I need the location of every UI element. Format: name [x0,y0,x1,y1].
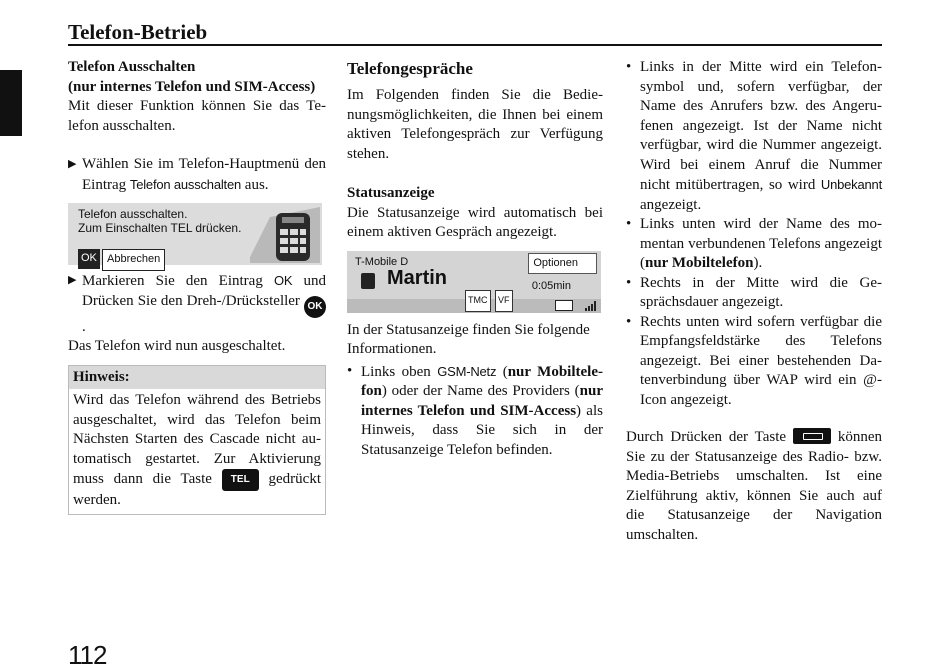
tel-key-icon: TEL [222,469,259,491]
bullet-dot: • [347,362,353,379]
bullet-text: ( [496,363,508,380]
screen-line: Zum Einschalten TEL drücken. [78,221,242,235]
step-arrow-icon: ▶ [68,274,77,286]
para-text: Durch Drücken der Taste [626,429,793,445]
display-screenshot-status [347,251,601,313]
mail-icon [555,300,573,311]
bullet-item [626,274,882,313]
info-text: In der Statusanzeige finden Sie folgende Informationen. [347,321,590,357]
signal-strength-icon [585,301,597,311]
phone-icon [250,207,320,263]
bullet-text: angezeigt. [640,196,702,213]
note-box [68,365,326,516]
call-duration: 0:05min [531,279,571,292]
page-number: 112 [68,640,107,670]
step-text: . [82,318,86,335]
intro-text: Mit dieser Funktion können Sie das Telefon ausschalten. [68,98,326,134]
instruction-step [68,155,326,195]
bullet-bold: nur internes Telefon und SIM-Access [361,383,603,419]
bullet-dot: • [626,313,632,330]
step-arrow-icon: ▶ [68,158,77,170]
bullet-bold: nur Mobiltelefon [645,255,754,271]
screen-line: Telefon ausschalten. [78,207,188,221]
bullet-text: Links in der Mitte wird ein Telefonsymbol und, sofern verfügbar, der Name des Anrufers bzw. des Angerufenen angezeigt. Ist der Name nicht verfügbar, wird die Nummer angezeigt. Wird bei einem Anruf die Nummer nicht mitübertragen, so wird [640,59,882,193]
bullet-text: Links unten wird der Name des momentan verbundenen Telefons angezeigt ( [640,216,882,271]
bullet-item [347,362,603,461]
note-body [69,389,325,514]
result-text: Das Telefon wird nun ausgeschaltet. [68,338,286,354]
step-text: und Drücken Sie den Dreh-/Drücksteller [82,273,327,309]
title-rule [68,44,882,46]
bullet-text: ) oder der Name des Providers ( [381,383,580,399]
menu-entry-code: Telefon ausschalten [129,176,242,192]
bullet-text: Rechts in der Mitte wird die Gesprächsdauer angezeigt. [640,274,882,310]
bullet-text: ). [753,255,763,271]
step-text: aus. [241,176,269,193]
bullet-item [626,215,882,274]
subsection-heading: Statusanzeige [347,185,435,201]
section-heading: Telefongespräche [347,59,473,78]
intro-text: Im Folgenden finden Sie die Bedienungsmöglichkeiten, die Ihnen bei einem aktiven Telefongespräch zur Verfügung stehen. [347,87,603,162]
column-middle [347,58,603,460]
options-softkey: Optionen [528,253,597,275]
ok-knob-icon: OK [304,296,326,318]
section-heading: Telefon Ausschalten [68,59,196,75]
inline-code: GSM-Netz [437,363,497,379]
bullet-text: Links oben [361,363,438,380]
inline-code: Unbekannt [820,177,882,192]
display-screenshot-power-off [68,203,322,265]
bullet-dot: • [626,59,632,75]
column-right [626,58,882,545]
note-heading: Hinweis: [69,366,325,390]
caller-name: Martin [387,266,447,289]
bullet-dot: • [626,274,632,291]
screen-ok-option: OK [78,249,100,269]
page-title: Telefon-Betrieb [68,20,208,44]
switch-text [626,428,882,545]
step-text: Markieren Sie den Eintrag [82,273,274,289]
menu-key-icon [793,428,831,444]
status-text: Die Statusanzeige wird automatisch bei einem aktiven Gespräch angezeigt. [347,204,603,240]
column-left [68,58,326,515]
tmc-indicator: TMC [465,290,491,312]
step-text: Wählen Sie im Telefon-Hauptmenü den Eintrag [82,156,326,193]
para-text: können Sie zu der Statusanzeige des Radio- bzw. Media-Betriebs umschalten. Ist eine Zielführung aktiv, können Sie auch auf die Statusanzeige der Navigation umschalten. [626,429,882,543]
bullet-text: ) als Hinweis, dass Sie sich in der Statusanzeige Telefon befinden. [361,402,603,458]
instruction-step [68,271,326,337]
bullet-item [626,58,882,215]
provider-label: T-Mobile D [355,255,409,268]
bullet-text: Rechts unten wird sofern verfügbar die Empfangsfeldstärke des Telefons angezeigt. Bei einer bestehenden Datenverbindung über WAP wird ein @-Icon angezeigt. [640,313,882,408]
phone-symbol-icon [361,273,375,289]
note-text: gedrückt werden. [73,471,321,508]
vf-indicator: VF [495,290,513,312]
note-text: Wird das Telefon während des Betriebs ausgeschaltet, wird das Telefon beim Nächsten Starten des Cascade nicht automatisch gestartet. Zur Aktivierung muss dann die Taste [73,392,321,487]
bullet-item [626,313,882,411]
menu-entry-code: OK [273,273,293,288]
bullet-dot: • [626,216,632,232]
chapter-tab-marker [0,70,22,136]
section-subheading: (nur internes Telefon und SIM-Access) [68,78,316,95]
screen-cancel-option: Abbrechen [102,249,165,271]
bullet-bold: nur Mobiltelefon [361,363,603,399]
